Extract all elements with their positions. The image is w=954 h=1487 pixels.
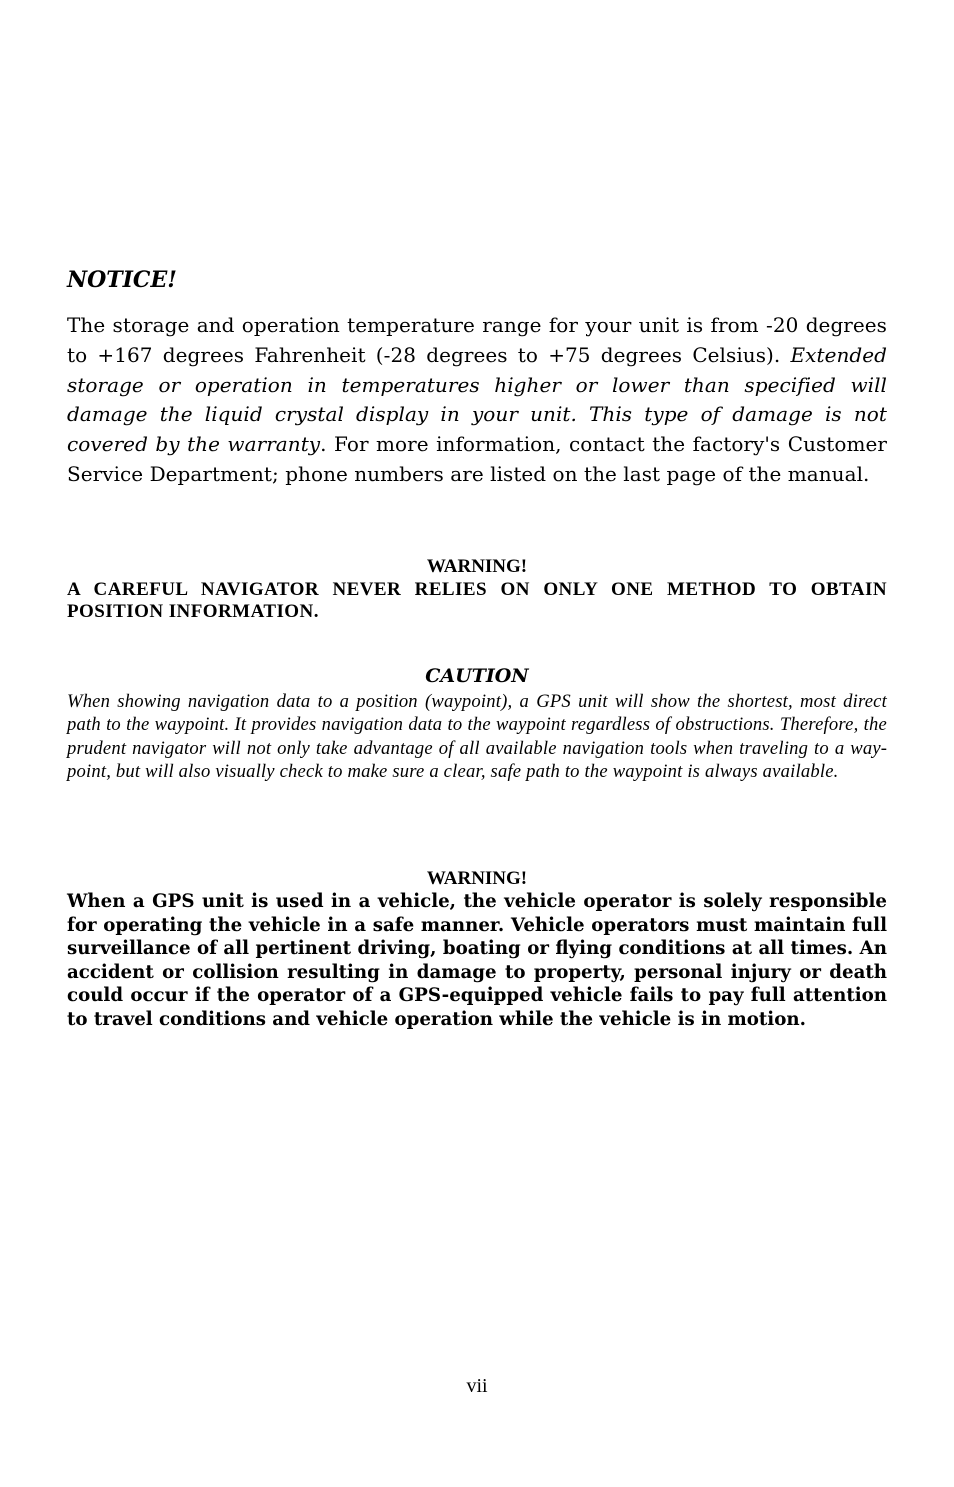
notice-text-italic: Extended storage or operation in temperatures higher or lower than specified will damage the liquid crystal display in your unit. This type of damage is not covered by the warranty [67,342,887,457]
warning-body-2: When a GPS unit is used in a vehicle, the vehicle operator is solely responsible for operating the vehicle in a safe manner. Vehicle operators must maintain full surveillance of all pertinent driving, boating or flying conditions at all times. An accident or collision resulting in damage to property, personal injury or death could occur if the operator of a GPS-equipped vehicle fails to pay full attention to travel conditions and vehicle operation while the vehicle is in motion. [67,891,887,1030]
page-number: vii [466,1375,488,1397]
warning-title-1: WARNING! [426,556,528,577]
notice-text-start: The storage and operation temperature range for your unit is from -20 degrees to +167 degrees Fahrenheit (-28 degrees to +75 degrees Celsius). [67,313,887,367]
notice-heading: NOTICE! [67,267,177,293]
caution-title: CAUTION [425,665,529,687]
caution-body: When showing navigation data to a position (waypoint), a GPS unit will show the shortest, most direct path to the waypoint. It provides navigation data to the waypoint regardless of obstructions. Therefore, the prudent navigator will not only take advantage of all available navigation tools when traveling to a waypoint, but will also visually check to make sure a clear, safe path to the waypoint is always available. [67,691,887,783]
manual-page [67,0,887,1487]
notice-text-end: . For more information, contact the factory's Customer Service Department; phone numbers are listed on the last page of the manual. [67,432,888,486]
notice-paragraph [67,311,887,490]
warning-body-1: A CAREFUL NAVIGATOR NEVER RELIES ON ONLY ONE METHOD TO OBTAIN POSITION INFORMATION. [67,579,887,622]
warning-title-2: WARNING! [426,868,528,889]
